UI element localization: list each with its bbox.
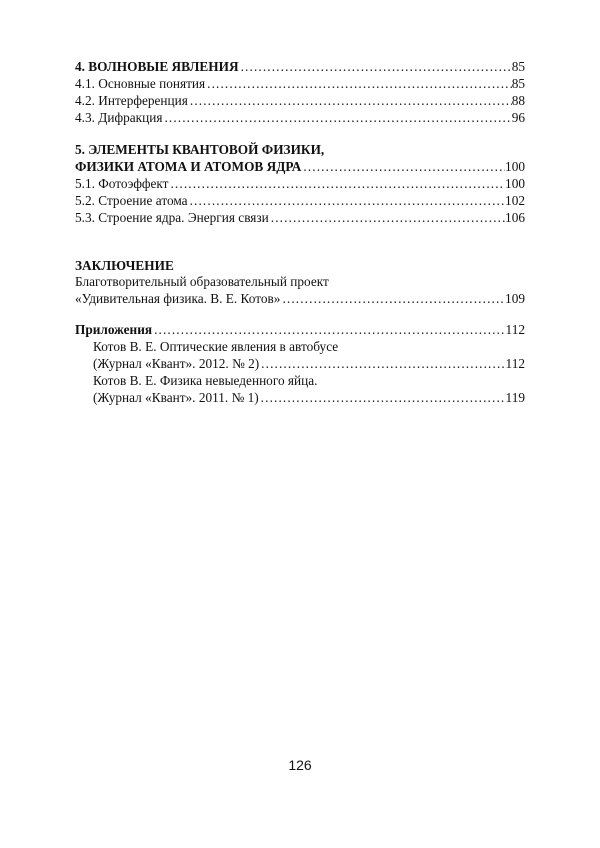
toc-entry-page: 96 [511,110,525,125]
toc-entry-page: 100 [505,176,525,191]
dot-leader [205,76,512,92]
toc-entry-section-4 [75,59,525,75]
toc-entry-5-1 [75,176,525,192]
toc-conclusion-line1: Благотворительный образовательный проект [75,274,329,289]
toc-appendix-item-2-line1: Котов В. Е. Физика невыеденного яйца. [93,373,318,388]
toc-entry-page: 112 [505,322,525,337]
dot-leader [269,210,505,226]
toc-entry-title: 4.2. Интерференция [75,93,188,108]
toc-entry-page: 88 [511,93,525,108]
toc-entry-4-1 [75,76,525,92]
dot-leader [280,291,505,307]
toc-entry-appendix-1 [93,356,525,372]
toc-entry-appendix-2 [93,390,525,406]
toc-entry-5-3 [75,210,525,226]
toc-section-5-title-line1: 5. ЭЛЕМЕНТЫ КВАНТОВОЙ ФИЗИКИ, [75,142,325,157]
toc-appendix-item-1-line1: Котов В. Е. Оптические явления в автобусе [93,339,339,354]
toc-entry-page: 109 [505,291,525,306]
toc-entry-conclusion [75,291,525,307]
toc-entry-page: 85 [511,76,525,91]
toc-entry-title: 4.3. Дифракция [75,110,163,125]
toc-entry-4-2 [75,93,525,109]
toc-entry-page: 106 [505,210,525,225]
toc-entry-page: 112 [505,356,525,371]
dot-leader [239,59,512,75]
dot-leader [259,390,506,406]
toc-entry-title: 4.1. Основные понятия [75,76,206,91]
toc-entry-page: 102 [505,193,525,208]
dot-leader [259,356,505,372]
dot-leader [162,110,511,126]
toc-entry-page: 100 [505,159,525,174]
dot-leader [301,159,505,175]
toc-entry-5-2 [75,193,525,209]
dot-leader [168,176,505,192]
toc-entry-page: 119 [505,390,525,405]
toc-entry-title: ФИЗИКИ АТОМА И АТОМОВ ЯДРА [75,159,302,174]
page-number: 126 [288,757,312,773]
dot-leader [188,93,512,109]
toc-entry-title: 5.3. Строение ядра. Энергия связи [75,210,269,225]
toc-entry-title: «Удивительная физика. В. Е. Котов» [75,291,281,306]
toc-entry-4-3 [75,110,525,126]
toc-entry-title: 5.1. Фотоэффект [75,176,169,191]
dot-leader [188,193,505,209]
toc-entry-appendix [75,322,525,338]
toc-entry-title: (Журнал «Квант». 2012. № 2) [93,356,260,371]
toc-entry-page: 85 [511,59,525,74]
toc-entry-title: 5.2. Строение атома [75,193,188,208]
toc-entry-title: 4. ВОЛНОВЫЕ ЯВЛЕНИЯ [75,59,239,74]
toc-entry-title: Приложения [75,322,153,337]
toc-entry-title: (Журнал «Квант». 2011. № 1) [93,390,259,405]
toc-entry-section-5 [75,159,525,175]
toc-conclusion-heading: ЗАКЛЮЧЕНИЕ [75,258,174,273]
dot-leader [152,322,505,338]
